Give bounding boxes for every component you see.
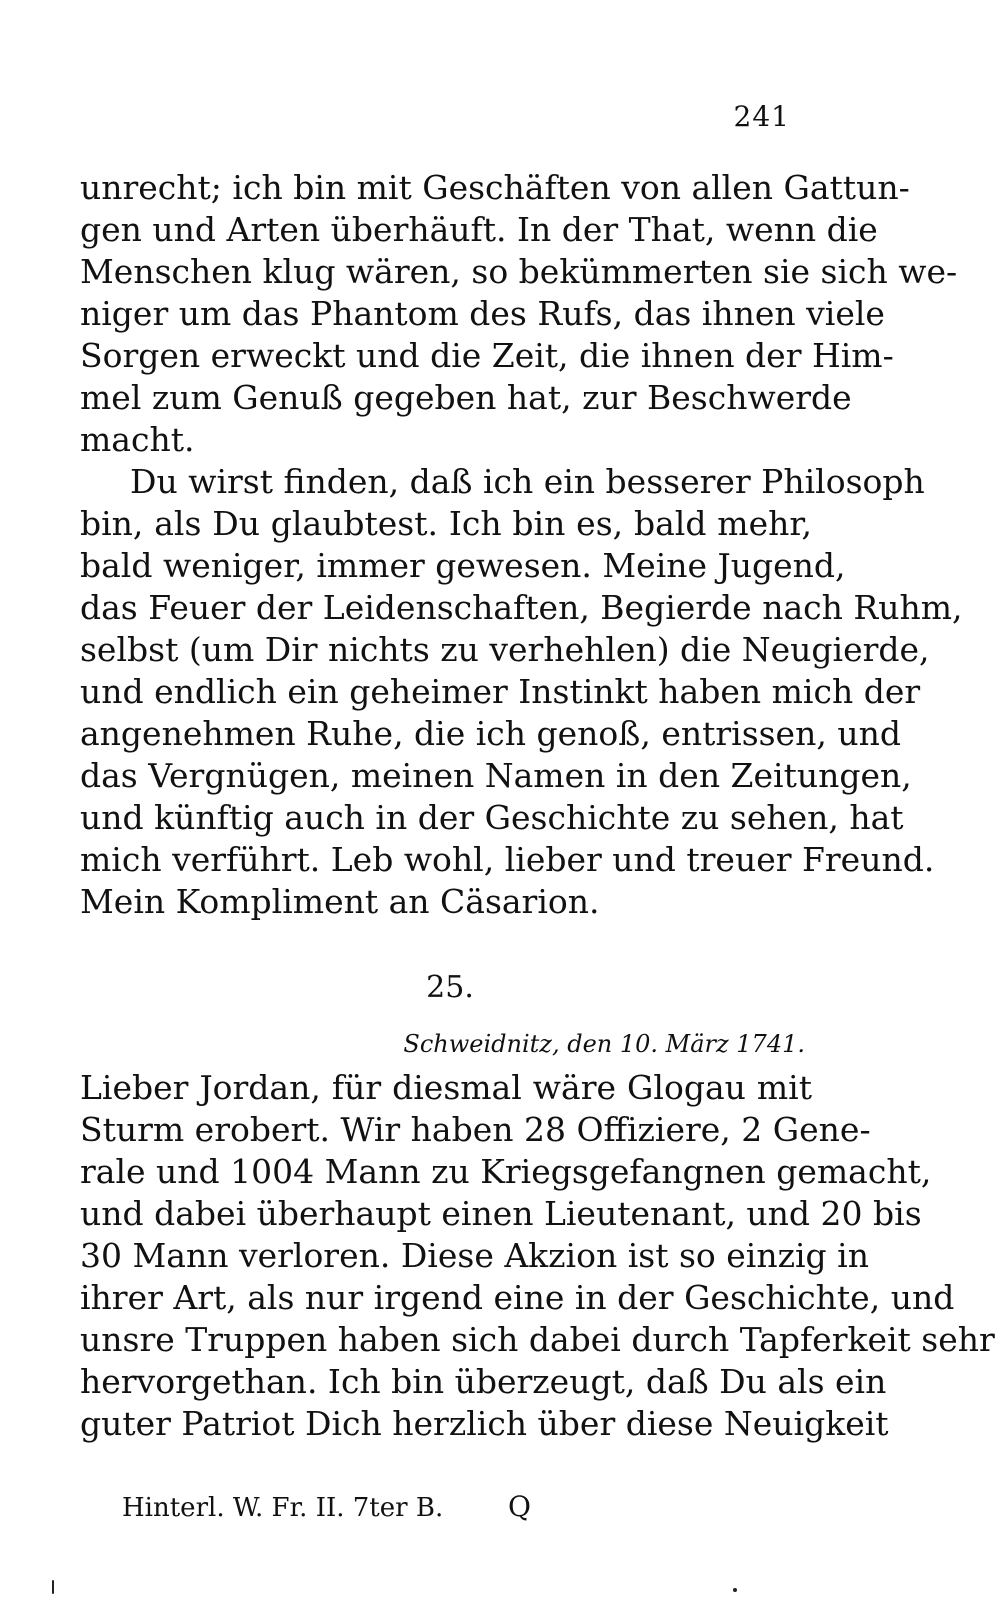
text-line: bald weniger, immer gewesen. Meine Jugend, — [80, 546, 846, 585]
text-line: Du wirst finden, daß ich ein besserer Philosoph — [130, 462, 925, 501]
text-line: angenehmen Ruhe, die ich genoß, entrissen, und — [80, 714, 901, 753]
text-line: mel zum Genuß gegeben hat, zur Beschwerde — [80, 378, 852, 417]
letter-number: 25. — [426, 970, 474, 1005]
text-line: Sorgen erweckt und die Zeit, die ihnen der Him- — [80, 336, 894, 375]
text-line: selbst (um Dir nichts zu verhehlen) die Neugierde, — [80, 630, 930, 669]
letter-dateline: Schweidnitz, den 10. März 1741. — [403, 1030, 805, 1058]
text-line: rale und 1004 Mann zu Kriegsgefangnen gemacht, — [80, 1152, 932, 1191]
text-line: macht. — [80, 420, 195, 459]
text-line: ihrer Art, als nur irgend eine in der Geschichte, und — [80, 1278, 955, 1317]
gathering-mark: Q — [508, 1490, 531, 1523]
text-line: Menschen klug wären, so bekümmerten sie sich we- — [80, 252, 958, 291]
text-line: und künftig auch in der Geschichte zu sehen, hat — [80, 798, 904, 837]
text-line: mich verführt. Leb wohl, lieber und treuer Freund. — [80, 840, 935, 879]
text-line: hervorgethan. Ich bin überzeugt, daß Du als ein — [80, 1362, 887, 1401]
scan-speck — [733, 1588, 737, 1592]
text-line: guter Patriot Dich herzlich über diese Neuigkeit — [80, 1404, 889, 1443]
text-line: bin, als Du glaubtest. Ich bin es, bald mehr, — [80, 504, 812, 543]
text-line: 30 Mann verloren. Diese Akzion ist so einzig in — [80, 1236, 869, 1275]
text-line: und endlich ein geheimer Instinkt haben mich der — [80, 672, 921, 711]
text-line: Sturm erobert. Wir haben 28 Offiziere, 2 Gene- — [80, 1110, 871, 1149]
text-line: das Vergnügen, meinen Namen in den Zeitungen, — [80, 756, 912, 795]
scan-speck — [52, 1580, 54, 1594]
text-line: Lieber Jordan, für diesmal wäre Glogau mit — [80, 1068, 812, 1107]
page-number: 241 — [733, 100, 790, 133]
text-line: unrecht; ich bin mit Geschäften von allen Gattun- — [80, 168, 910, 207]
text-line: das Feuer der Leidenschaften, Begierde nach Ruhm, — [80, 588, 963, 627]
text-line: unsre Truppen haben sich dabei durch Tapferkeit sehr — [80, 1320, 995, 1359]
text-line: Mein Kompliment an Cäsarion. — [80, 882, 600, 921]
text-line: niger um das Phantom des Rufs, das ihnen viele — [80, 294, 885, 333]
signature-mark: Hinterl. W. Fr. II. 7ter B. — [122, 1493, 444, 1523]
text-line: gen und Arten überhäuft. In der That, wenn die — [80, 210, 878, 249]
text-line: und dabei überhaupt einen Lieutenant, und 20 bis — [80, 1194, 922, 1233]
